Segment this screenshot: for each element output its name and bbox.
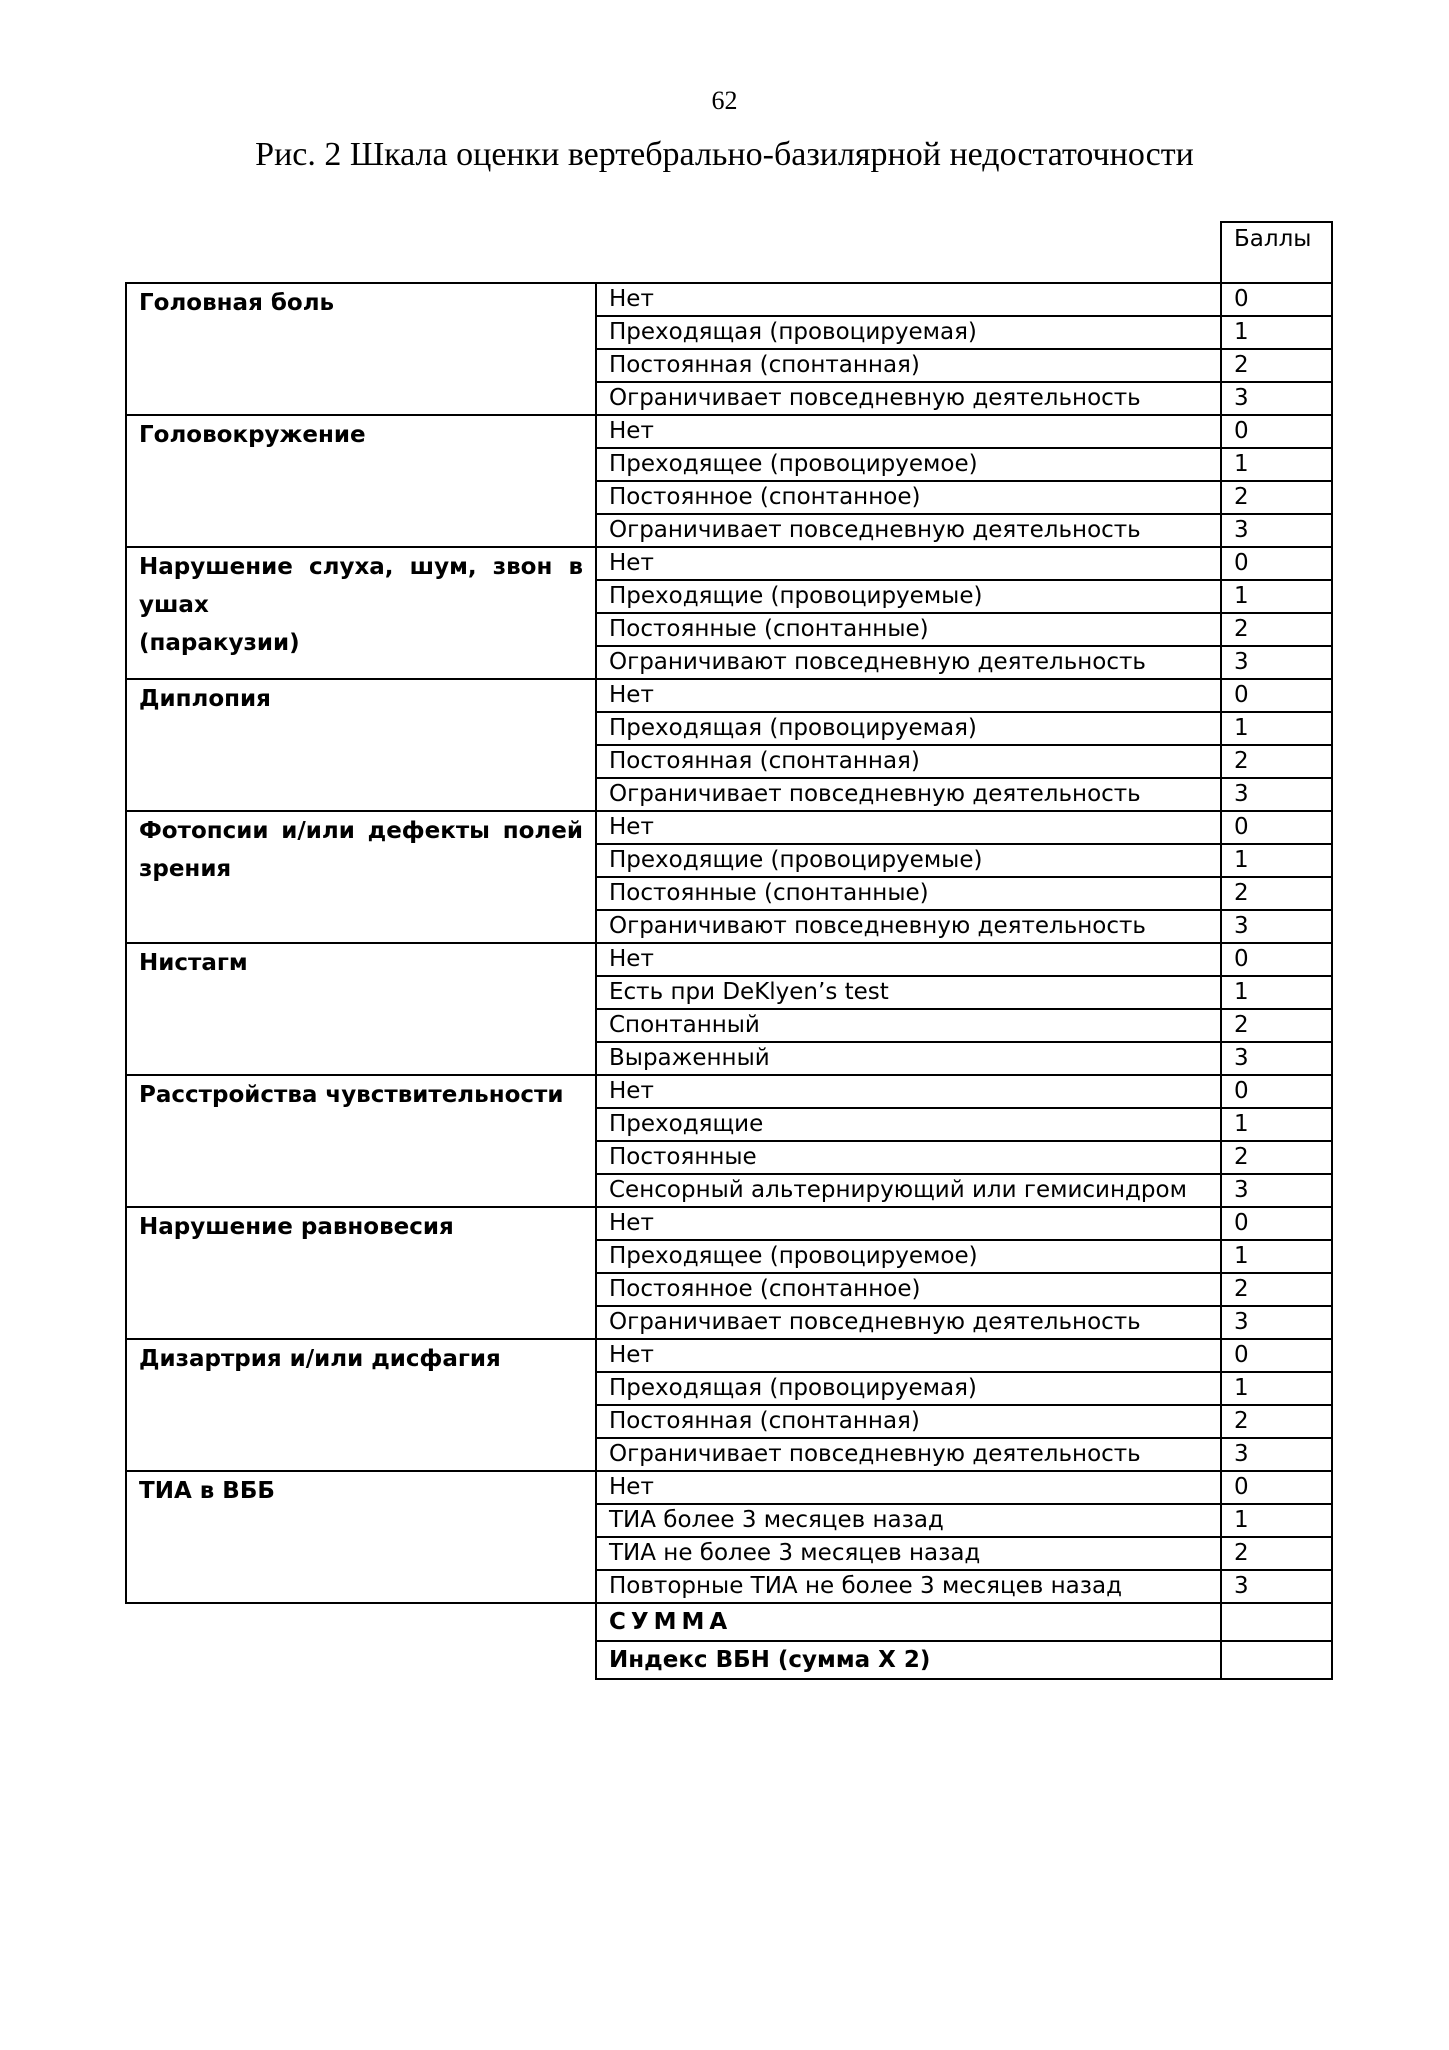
option-score: 3 <box>1221 382 1332 415</box>
option-score: 1 <box>1221 580 1332 613</box>
option-text: ТИА более 3 месяцев назад <box>596 1504 1221 1537</box>
table-row <box>126 283 1332 316</box>
option-score: 3 <box>1221 1570 1332 1603</box>
option-score: 1 <box>1221 976 1332 1009</box>
option-score: 0 <box>1221 679 1332 712</box>
option-text: Нет <box>596 679 1221 712</box>
header-empty-cell <box>126 222 596 283</box>
option-score: 1 <box>1221 1108 1332 1141</box>
table-row <box>126 547 1332 580</box>
option-text: Ограничивает повседневную деятельность <box>596 1306 1221 1339</box>
option-text: Преходящее (провоцируемое) <box>596 1240 1221 1273</box>
option-score: 0 <box>1221 283 1332 316</box>
option-score: 1 <box>1221 712 1332 745</box>
category-label: ТИА в ВББ <box>126 1471 596 1603</box>
option-text: Нет <box>596 547 1221 580</box>
option-score: 0 <box>1221 811 1332 844</box>
category-label: Нистагм <box>126 943 596 1075</box>
page-number: 62 <box>711 86 738 115</box>
option-text: Преходящая (провоцируемая) <box>596 1372 1221 1405</box>
option-score: 0 <box>1221 547 1332 580</box>
option-score: 2 <box>1221 745 1332 778</box>
option-score: 0 <box>1221 1471 1332 1504</box>
points-header: Баллы <box>1221 222 1332 283</box>
option-score: 3 <box>1221 1438 1332 1471</box>
option-text: Ограничивают повседневную деятельность <box>596 910 1221 943</box>
option-text: Постоянные (спонтанные) <box>596 877 1221 910</box>
option-text: Постоянная (спонтанная) <box>596 745 1221 778</box>
option-score: 0 <box>1221 415 1332 448</box>
option-score: 1 <box>1221 1504 1332 1537</box>
option-text: Выраженный <box>596 1042 1221 1075</box>
option-text: Ограничивает повседневную деятельность <box>596 778 1221 811</box>
option-text: Нет <box>596 1207 1221 1240</box>
option-text: Нет <box>596 811 1221 844</box>
option-text: Ограничивают повседневную деятельность <box>596 646 1221 679</box>
table-row <box>126 415 1332 448</box>
category-label-line: (паракузии) <box>139 630 300 656</box>
option-score: 1 <box>1221 1372 1332 1405</box>
vbi-score-table <box>125 221 1333 1680</box>
option-score: 3 <box>1221 778 1332 811</box>
option-score: 2 <box>1221 1141 1332 1174</box>
option-text: Преходящая (провоцируемая) <box>596 712 1221 745</box>
option-text: Повторные ТИА не более 3 месяцев назад <box>596 1570 1221 1603</box>
option-text: Нет <box>596 415 1221 448</box>
summary-empty-cell <box>126 1603 596 1641</box>
option-text: Постоянная (спонтанная) <box>596 1405 1221 1438</box>
category-label <box>126 547 596 679</box>
option-text: Нет <box>596 943 1221 976</box>
option-text: Нет <box>596 1339 1221 1372</box>
table-row <box>126 1207 1332 1240</box>
category-label: Головокружение <box>126 415 596 547</box>
option-text: Есть при DeKlyen’s test <box>596 976 1221 1009</box>
option-text: Сенсорный альтернирующий или гемисиндром <box>596 1174 1221 1207</box>
sum-row <box>126 1603 1332 1641</box>
category-label: Дизартрия и/или дисфагия <box>126 1339 596 1471</box>
option-score: 0 <box>1221 1339 1332 1372</box>
option-text: Нет <box>596 1471 1221 1504</box>
index-label: Индекс ВБН (сумма Х 2) <box>596 1641 1221 1679</box>
header-empty-cell <box>596 222 1221 283</box>
category-label: Расстройства чувствительности <box>126 1075 596 1207</box>
table-row <box>126 1075 1332 1108</box>
table-row <box>126 679 1332 712</box>
option-text: Постоянное (спонтанное) <box>596 481 1221 514</box>
option-score: 2 <box>1221 877 1332 910</box>
option-score: 1 <box>1221 316 1332 349</box>
option-text: Ограничивает повседневную деятельность <box>596 1438 1221 1471</box>
option-text: Преходящие (провоцируемые) <box>596 844 1221 877</box>
page-title: Рис. 2 Шкала оценки вертебрально-базилярной недостаточности <box>255 136 1194 173</box>
option-text: Преходящая (провоцируемая) <box>596 316 1221 349</box>
table-row <box>126 811 1332 844</box>
option-text: Постоянное (спонтанное) <box>596 1273 1221 1306</box>
table-header-row <box>126 222 1332 283</box>
option-score: 0 <box>1221 1207 1332 1240</box>
option-text: Постоянные (спонтанные) <box>596 613 1221 646</box>
option-text: Нет <box>596 1075 1221 1108</box>
category-label: Головная боль <box>126 283 596 415</box>
option-score: 3 <box>1221 910 1332 943</box>
option-score: 1 <box>1221 448 1332 481</box>
option-score: 2 <box>1221 613 1332 646</box>
option-text: ТИА не более 3 месяцев назад <box>596 1537 1221 1570</box>
option-text: Спонтанный <box>596 1009 1221 1042</box>
table-row <box>126 943 1332 976</box>
category-label <box>126 811 596 943</box>
option-score: 3 <box>1221 1174 1332 1207</box>
sum-label: СУММА <box>596 1603 1221 1641</box>
sum-value <box>1221 1603 1332 1641</box>
option-text: Нет <box>596 283 1221 316</box>
option-text: Преходящие (провоцируемые) <box>596 580 1221 613</box>
option-text: Преходящее (провоцируемое) <box>596 448 1221 481</box>
option-score: 0 <box>1221 943 1332 976</box>
index-value <box>1221 1641 1332 1679</box>
option-score: 3 <box>1221 1042 1332 1075</box>
option-text: Ограничивает повседневную деятельность <box>596 514 1221 547</box>
option-text: Преходящие <box>596 1108 1221 1141</box>
option-score: 3 <box>1221 514 1332 547</box>
option-score: 3 <box>1221 646 1332 679</box>
option-score: 1 <box>1221 1240 1332 1273</box>
category-label-line: Фотопсии и/или дефекты полей <box>139 818 583 844</box>
option-score: 2 <box>1221 1405 1332 1438</box>
option-score: 0 <box>1221 1075 1332 1108</box>
table-row <box>126 1471 1332 1504</box>
option-score: 2 <box>1221 1273 1332 1306</box>
table-row <box>126 1339 1332 1372</box>
index-row <box>126 1641 1332 1679</box>
option-score: 1 <box>1221 844 1332 877</box>
option-score: 3 <box>1221 1306 1332 1339</box>
option-score: 2 <box>1221 1537 1332 1570</box>
category-label-line: зрения <box>139 856 232 882</box>
option-score: 2 <box>1221 349 1332 382</box>
category-label: Диплопия <box>126 679 596 811</box>
category-label: Нарушение равновесия <box>126 1207 596 1339</box>
category-label-line: Нарушение слуха, шум, звон в ушах <box>139 554 583 618</box>
option-text: Ограничивает повседневную деятельность <box>596 382 1221 415</box>
summary-empty-cell <box>126 1641 596 1679</box>
option-text: Постоянные <box>596 1141 1221 1174</box>
option-score: 2 <box>1221 1009 1332 1042</box>
option-score: 2 <box>1221 481 1332 514</box>
option-text: Постоянная (спонтанная) <box>596 349 1221 382</box>
